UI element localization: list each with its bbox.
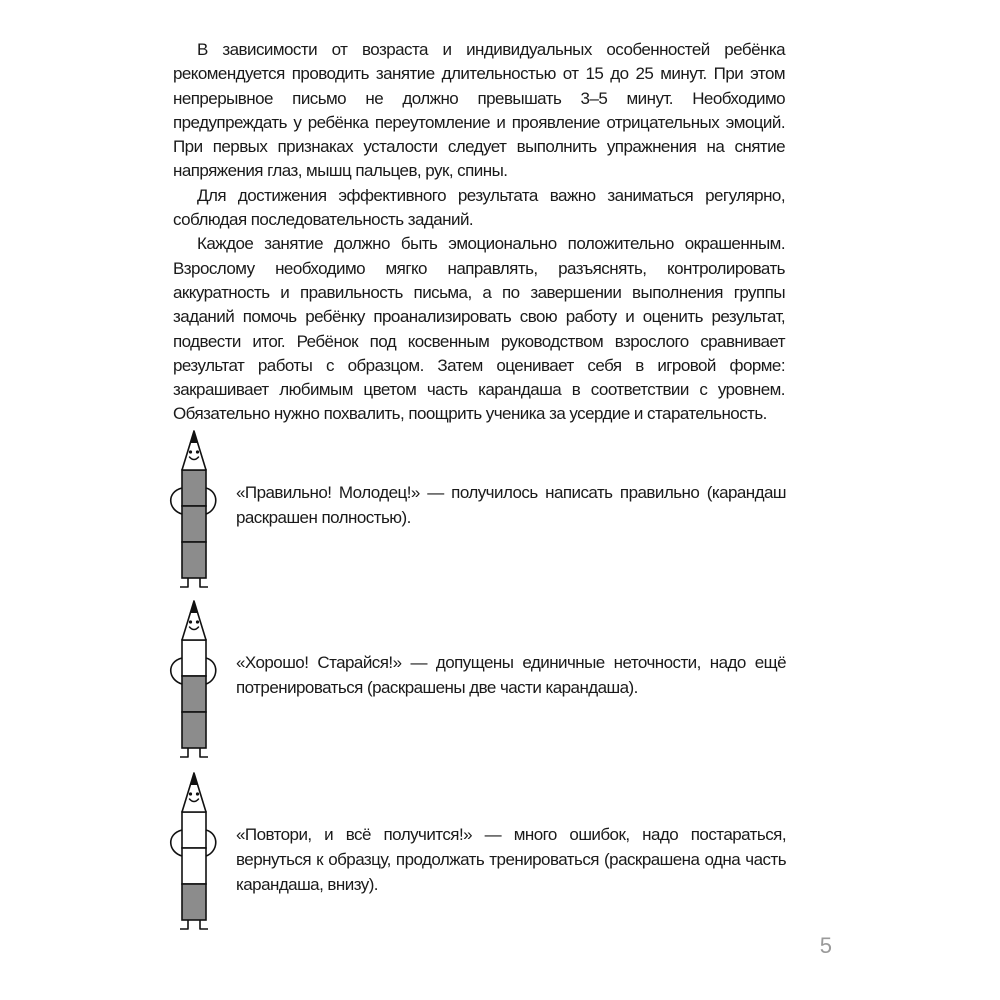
paragraph-regularity: Для достижения эффективного результата важно заниматься регулярно, соблюдая последовательность заданий. [173,185,785,230]
pencil-leg [180,578,188,587]
pencil-eye [189,450,192,453]
pencil-leg [200,578,208,587]
pencil-arm [171,658,182,684]
pencil-section-1 [182,542,206,578]
pencil-icon [162,770,224,930]
pencil-section-3 [182,640,206,676]
pencil-arm [206,658,216,684]
pencil-eye [189,620,192,623]
pencil-section-2 [182,676,206,712]
pencil-section-2 [182,848,206,884]
pencil-icon [162,598,224,758]
legend-text: «Хорошо! Старайся!» — допущены единичные неточности, надо ещё потренироваться (раскрашены две части карандаша). [236,653,786,697]
pencil-section-3 [182,470,206,506]
legend-item-excellent [0,428,1000,588]
pencil-eye [196,620,199,623]
pencil-leg [200,920,208,929]
pencil-section-3 [182,812,206,848]
pencil-icon [162,428,224,588]
legend-item-good [0,598,1000,758]
legend-item-repeat [0,770,1000,930]
pencil-eye [189,792,192,795]
legend-text: «Правильно! Молодец!» — получилось написать правильно (карандаш раскрашен полностью). [236,483,786,527]
pencil-leg [180,920,188,929]
pencil-leg [200,748,208,757]
pencil-section-2 [182,506,206,542]
instruction-text [173,38,785,427]
paragraph-duration: В зависимости от возраста и индивидуальных особенностей ребёнка рекомендуется проводить занятие длительностью от 15 до 25 минут. При этом непрерывное письмо не должно превышать 3–5 минут. Необходимо предупреждать у ребёнка переутомление и проявление отрицательных эмоций. При первых признаках усталости следует выполнить упражнения на снятие напряжения глаз, мышц пальцев, рук, спины. [173,40,785,181]
paragraph-emotional: Каждое занятие должно быть эмоционально положительно окрашенным. Взрослому необходимо мягко направлять, разъяснять, контролировать аккуратность и правильность письма, а по завершении выполнения группы заданий помочь ребёнку проанализировать свою работу и оценить результат, подвести итог. Ребёнок под косвенным руководством взрослого сравнивает результат работы с образцом. Затем оценивает себя в игровой форме: закрашивает любимым цветом часть карандаша в соответствии с уровнем. Обязательно нужно похвалить, поощрить ученика за усердие и старательность. [173,234,785,424]
legend-text: «Повтори, и всё получится!» — много ошибок, надо постараться, вернуться к образцу, продолжать тренироваться (раскрашена одна часть карандаша, внизу). [236,825,786,894]
pencil-eye [196,792,199,795]
pencil-leg [180,748,188,757]
pencil-eye [196,450,199,453]
pencil-section-1 [182,712,206,748]
page-number: 5 [819,933,832,958]
pencil-arm [171,488,182,514]
pencil-arm [206,830,216,856]
pencil-arm [206,488,216,514]
pencil-arm [171,830,182,856]
pencil-section-1 [182,884,206,920]
